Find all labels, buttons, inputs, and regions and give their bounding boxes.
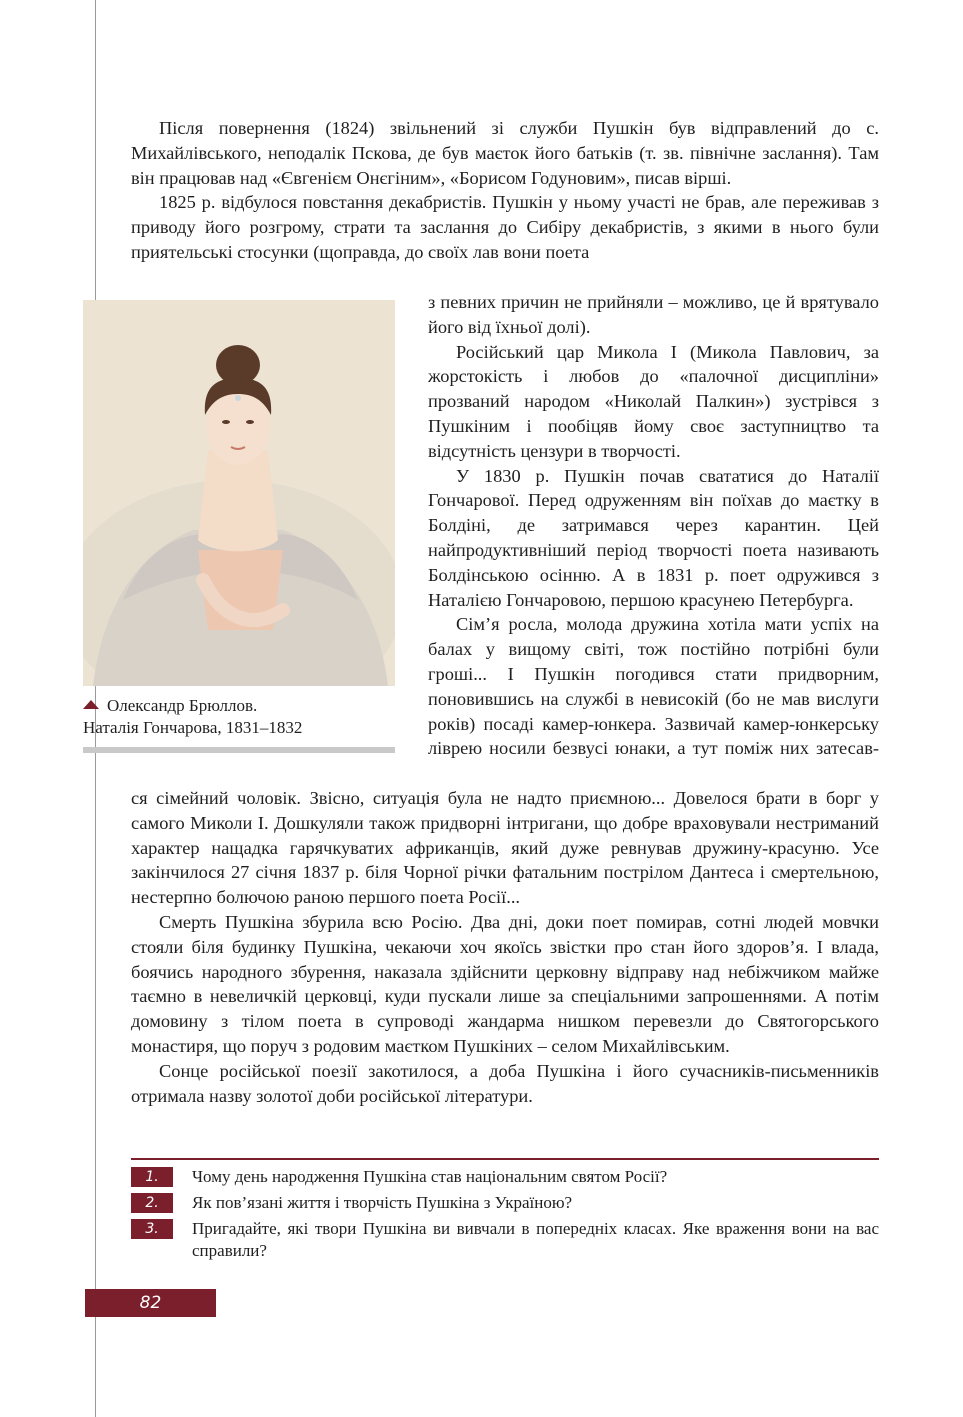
question-number: 2. xyxy=(131,1193,173,1213)
text-block-side xyxy=(428,290,879,761)
paragraph: 1825 р. відбулося повстання декабристів. Пушкін у ньому участі не брав, але переживав з приводу його розгрому, страти та заслання до Сибіру декабристів, з якими в нього були приятельські стосунки (щоправда, до своїх лав вони поета xyxy=(131,192,879,262)
paragraph: ся сімейний чоловік. Звісно, ситуація була не надто приємною... Довелося брати в борг у самого Миколи I. Дошкуляли також придворні інтригани, що добре враховували нестриманий характер нащадка гарячкуватих африканців, який дуже ревнував дружину-красуню. Усе закінчилося 27 січня 1837 р. біля Чорної річки фатальним пострілом Дантеса і смертельною, нестерпно болючою раною першого поета Росії... xyxy=(131,788,879,908)
paragraph: Російський цар Микола I (Микола Павлович, за жорстокість і любов до «палочної дисципліни» прозваний народом «Николай Палкин») зустрівся з Пушкіним і пообіцяв йому своє заступництво та відсутність цензури в творчості. xyxy=(428,341,879,461)
questions-list xyxy=(131,1166,879,1266)
question-number: 3. xyxy=(131,1219,173,1239)
question-text: Чому день народження Пушкіна став національним святом Росії? xyxy=(192,1167,668,1186)
figure-caption xyxy=(83,695,395,747)
caption-author: Олександр Брюллов. xyxy=(107,696,258,715)
question-item xyxy=(131,1166,879,1188)
paragraph: Смерть Пушкіна збурила всю Росію. Два дні, доки поет помирав, сотні людей мовчки стояли біля будинку Пушкіна, чекаючи хоч якоїсь звістки про стан його здоров’я. І влада, боячись народного збурення, наказала здійснити церковну відправу над небіжчиком майже таємно в невеличкій церковці, куди пускали лише за спеціальними запрошеннями. А потім домовину з тілом поета в супроводі жандарма нишком перевезли до Святогорського монастиря, що поруч з родовим маєтком Пушкіних – селом Михайлівським. xyxy=(131,911,879,1056)
paragraph: Сонце російської поезії закотилося, а доба Пушкіна і його сучасників-письменників отримала назву золотої доби російської літератури. xyxy=(131,1060,879,1106)
questions-divider xyxy=(131,1158,879,1160)
question-number: 1. xyxy=(131,1167,173,1187)
caption-bar xyxy=(83,747,395,753)
question-item xyxy=(131,1218,879,1262)
portrait-figure xyxy=(83,300,395,753)
caption-title: Наталія Гончарова, 1831–1832 xyxy=(83,718,303,737)
text-block-top xyxy=(131,116,879,265)
paragraph: Сім’я росла, молода дружина хотіла мати успіх на балах у вищому світі, тож постійно потрібні були гроші... І Пушкін погодився стати придворним, поновившись на службі в невисокій (бо не мав вислуги років) посаді камер-юнкера. Зазвичай камер-юнкерську ліврею носили безвусі юнаки, а тут поміж них затесав- xyxy=(428,614,879,759)
paragraph: Після повернення (1824) звільнений зі служби Пушкін був відправлений до с. Михайлівського, неподалік Пскова, де був маєток його батьків (т. зв. північне заслання). Там він працював над «Євгенієм Онєгіним», «Борисом Годуновим», писав вірші. xyxy=(131,118,879,188)
portrait-image xyxy=(83,300,395,686)
text-block-bottom xyxy=(131,786,879,1108)
question-text: Пригадайте, які твори Пушкіна ви вивчали в попередніх класах. Яке враження вони на вас справили? xyxy=(192,1219,879,1260)
question-item xyxy=(131,1192,879,1214)
triangle-icon xyxy=(83,700,99,709)
paragraph: У 1830 р. Пушкін почав свататися до Наталії Гончарової. Перед одруженням він поїхав до маєтку в Болдіні, де затримався через карантин. Цей найпродуктивніший період творчості поета називають Болдінською осінню. А в 1831 р. поет одружився з Наталією Гончаровою, першою красунею Петербурга. xyxy=(428,465,879,610)
question-text: Як пов’язані життя і творчість Пушкіна з Україною? xyxy=(192,1193,573,1212)
page-number: 82 xyxy=(85,1289,216,1317)
paragraph: з певних причин не прийняли – можливо, це й врятувало його від їхньої долі). xyxy=(428,292,879,337)
